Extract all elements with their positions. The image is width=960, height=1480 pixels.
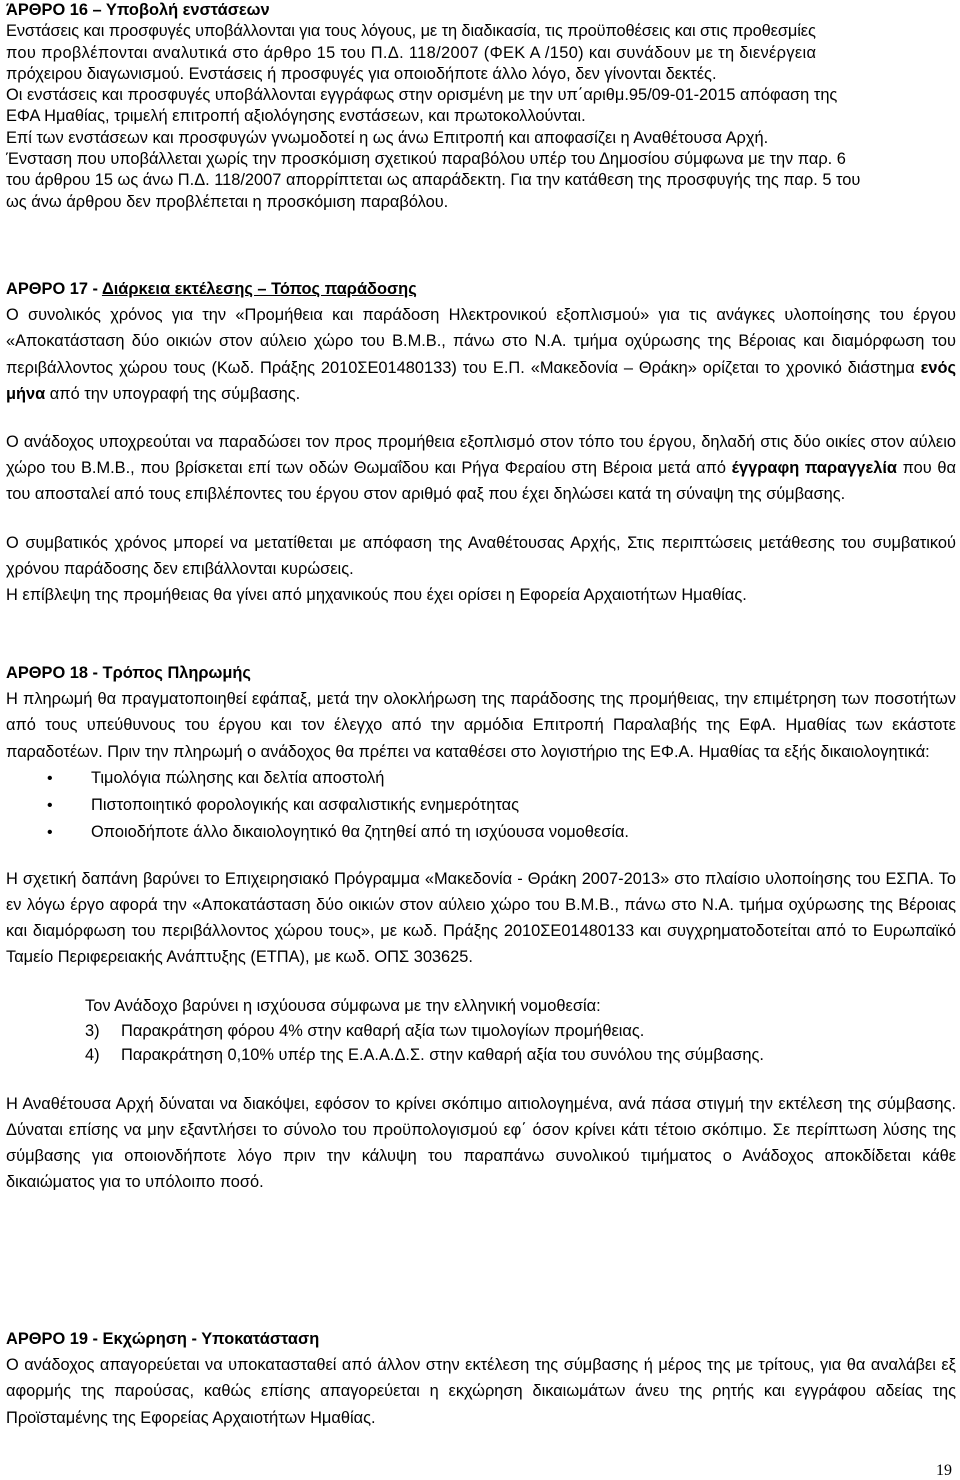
article-17-p2-text: Ο ανάδοχος υποχρεούται να παραδώσει τον προς προμήθεια εξοπλισμό στον τόπο του έργου, δηλαδή στις δύο οικίες στον αύλειο χώρο του Β.Μ.Β., που βρίσκεται επί των οδών Θωμαΐδου και Ρήγα Φεραίου στη Βέροια μετά από	[6, 433, 956, 478]
article-17	[6, 276, 956, 608]
article-17-title	[6, 276, 956, 302]
tax-item-text: Παρακράτηση φόρου 4% στην καθαρή αξία των τιμολογίων προμήθειας.	[121, 1021, 645, 1040]
article-16-line-6: Επί των ενστάσεων και προσφυγών γνωμοδοτεί η ως άνω Επιτροπή και αποφασίζει η Αναθέτουσα Αρχή.	[6, 128, 769, 147]
article-18-documents-list	[6, 765, 956, 846]
page-number: 19	[936, 1462, 952, 1479]
list-item: • Οποιοδήποτε άλλο δικαιολογητικό θα ζητηθεί από τη ισχύουσα νομοθεσία.	[6, 819, 956, 846]
list-item: • Τιμολόγια πώλησης και δελτία αποστολή	[6, 765, 956, 792]
article-16-line-9: ως άνω άρθρου δεν προβλέπεται η προσκόμιση παραβόλου.	[6, 192, 449, 211]
article-16-line-4: Οι ενστάσεις και προσφυγές υποβάλλονται εγγράφως στην ορισμένη με την υπ΄αριθμ.95/09-01-2015 απόφαση της	[6, 86, 838, 105]
article-18-tax-item	[6, 1019, 956, 1043]
tax-item-text: Παρακράτηση 0,10% υπέρ της Ε.Α.Α.Δ.Σ. στην καθαρή αξία του συνόλου της σύμβασης.	[121, 1045, 764, 1064]
article-16	[6, 0, 956, 213]
article-19-paragraph-1: Ο ανάδοχος απαγορεύεται να υποκατασταθεί από άλλον στην εκτέλεση της σύμβασης ή μέρος της με τρίτους, για θα αναλάβει εξ αφορμής της παρούσας, καθώς επίσης απαγορεύεται η εκχώρηση δικαιωμάτων άνευ της ρητής και εγγράφου αδείας της Προϊσταμένης της Εφορείας Αρχαιοτήτων Ημαθίας.	[6, 1356, 956, 1427]
article-19	[6, 1326, 956, 1431]
tax-item-number: 4)	[85, 1045, 100, 1064]
article-18	[6, 660, 956, 1196]
tax-item-number: 3)	[85, 1021, 100, 1040]
article-16-line-3: πρόχειρου διαγωνισμού. Ενστάσεις ή προσφυγές για οποιοδήποτε άλλο λόγο, δεν γίνονται δεκτές.	[6, 64, 717, 83]
article-16-line-5: ΕΦΑ Ημαθίας, τριμελή επιτροπή αξιολόγησης ενστάσεων, και πρωτοκολλούνται.	[6, 107, 586, 126]
article-16-line-1: Ενστάσεις και προσφυγές υποβάλλονται για τους λόγους, με τη διαδικασία, τις προϋποθέσεις και στις προθεσμίες	[6, 22, 816, 41]
article-17-title-underlined: Διάρκεια εκτέλεσης – Τόπος παράδοσης	[101, 280, 417, 298]
article-17-p1-text: Ο συνολικός χρόνος για την «Προμήθεια και παράδοση Ηλεκτρονικού εξοπλισμού» για τις ανάγκες υλοποίησης του έργου «Αποκατάσταση δύο οικιών στον αύλειο χώρο του Β.Μ.Β., πάνω στο Ν.Α. τμήμα οχύρωσης της Βέροιας και διαμόρφωση του περιβάλλοντος χώρου τους (Κωδ. Πράξης 2010ΣΕ01480133) του Ε.Π. «Μακεδονία – Θράκη» ορίζεται το χρονικό διάστημα	[6, 306, 956, 377]
article-18-title: ΑΡΘΡΟ 18 - Τρόπος Πληρωμής	[6, 664, 251, 682]
article-17-paragraph-1	[6, 302, 956, 407]
article-16-line-2: που προβλέπονται αναλυτικά στο άρθρο 15 του Π.Δ. 118/2007 (ΦΕΚ Α /150) και συνάδουν με τη διενέργεια	[6, 43, 817, 62]
article-18-tax-item	[6, 1043, 956, 1067]
article-17-paragraph-3: Ο συμβατικός χρόνος μπορεί να μετατίθεται με απόφαση της Αναθέτουσας Αρχής, Στις περιπτώσεις μετάθεσης του συμβατικού χρόνου παράδοσης δεν επιβάλλονται κυρώσεις.	[6, 533, 956, 578]
article-17-title-prefix: ΑΡΘΡΟ 17 -	[6, 280, 102, 298]
article-17-p1-bold: ενός μήνα	[6, 358, 956, 403]
article-17-p2-end: που θα του αποσταλεί από τους επιβλέποντες του έργου στον αριθμό φαξ που έχει δηλώσει κατά τη σύναψη της σύμβασης.	[6, 459, 956, 504]
article-17-paragraph-4: Η επίβλεψη της προμήθειας θα γίνει από μηχανικούς που έχει ορίσει η Εφορεία Αρχαιοτήτων Ημαθίας.	[6, 586, 747, 605]
list-item: • Πιστοποιητικό φορολογικής και ασφαλιστικής ενημερότητας	[6, 792, 956, 819]
article-17-paragraph-2	[6, 429, 956, 508]
article-18-tax-intro: Τον Ανάδοχο βαρύνει η ισχύουσα σύμφωνα με την ελληνική νομοθεσία:	[85, 996, 601, 1015]
article-16-line-7: Ένσταση που υποβάλλεται χωρίς την προσκόμιση σχετικού παραβόλου υπέρ του Δημοσίου σύμφωνα με την παρ. 6	[6, 150, 846, 169]
article-17-p2-bold: έγγραφη παραγγελία	[731, 459, 897, 478]
article-18-paragraph-2: Η σχετική δαπάνη βαρύνει το Επιχειρησιακό Πρόγραμμα «Μακεδονία - Θράκη 2007-2013» στο πλαίσιο υλοποίησης του ΕΣΠΑ. Το εν λόγω έργο αφορά την «Αποκατάσταση δύο οικιών στον αύλειο χώρο του Β.Μ.Β., πάνω στο Ν.Α. τμήμα οχύρωσης της Βέροιας και διαμόρφωση του περιβάλλοντος χώρου τους», με κωδ. Πράξης 2010ΣΕ01480133 και συγχρηματοδοτείται από το Ευρωπαϊκό Ταμείο Περιφερειακής Ανάπτυξης (ΕΤΠΑ), με κωδ. ΟΠΣ 303625.	[6, 869, 956, 967]
article-16-title: ΆΡΘΡΟ 16 – Υποβολή ενστάσεων	[6, 1, 270, 19]
article-17-p1-end: από την υπογραφή της σύμβασης.	[49, 384, 301, 403]
article-19-title: ΑΡΘΡΟ 19 - Εκχώρηση - Υποκατάσταση	[6, 1330, 320, 1348]
article-16-line-8: του άρθρου 15 ως άνω Π.Δ. 118/2007 απορρίπτεται ως απαράδεκτη. Για την κατάθεση της προσφυγής της παρ. 5 του	[6, 171, 861, 190]
article-18-paragraph-3: Η Αναθέτουσα Αρχή δύναται να διακόψει, εφόσον το κρίνει σκόπιμο αιτιολογημένα, ανά πάσα στιγμή την εκτέλεση της σύμβασης. Δύναται επίσης να μην εξαντλήσει το σύνολο του προϋπολογισμού εφ΄ όσον κρίνει κάτι τέτοιο σκόπιμο. Σε περίπτωση λύσης της σύμβασης για οποιονδήποτε λόγο πριν την κάλυψη του παραπάνω συνολικού τιμήματος ο Ανάδοχος αποκδίδεται κάθε δικαιώματος για το υπόλοιπο ποσό.	[6, 1094, 956, 1192]
article-18-paragraph-1: Η πληρωμή θα πραγματοποιηθεί εφάπαξ, μετά την ολοκλήρωση της παράδοσης της προμήθειας, την επιμέτρηση των ποσοτήτων από τους υπεύθυνους του έργου και τον έλεγχο από την αρμόδια Επιτροπή Παραλαβής της ΕφΑ. Ημαθίας των εκάστοτε παραδοτέων. Πριν την πληρωμή ο ανάδοχος θα πρέπει να καταθέσει στο λογιστήριο της ΕΦ.Α. Ημαθίας τα εξής δικαιολογητικά:	[6, 690, 956, 761]
